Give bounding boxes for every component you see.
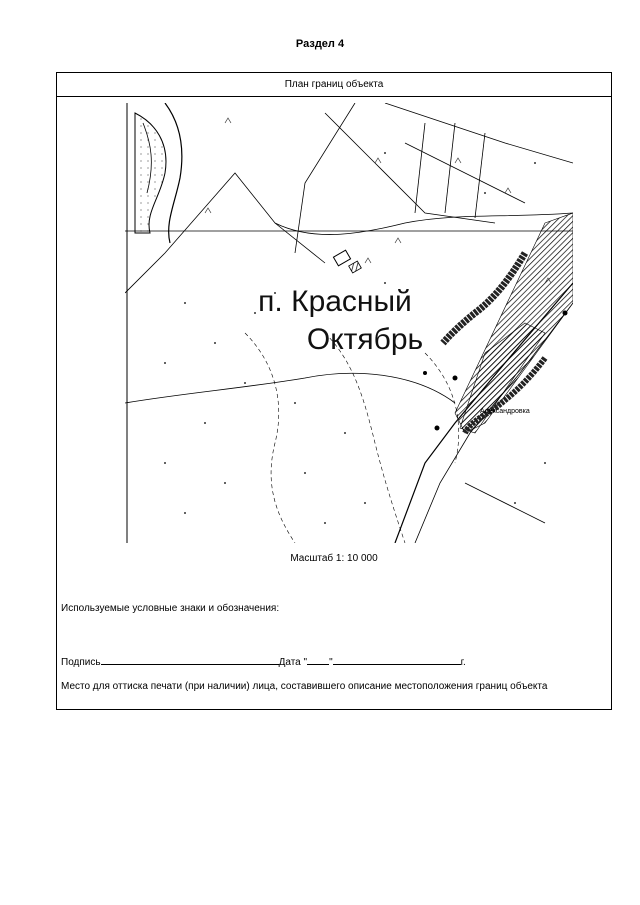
document-frame — [56, 72, 612, 710]
date-quote: " — [329, 657, 333, 668]
frame-title: План границ объекта — [57, 73, 611, 97]
signature-label: Подпись — [61, 657, 101, 668]
legend-text: Используемые условные знаки и обозначения: — [61, 603, 280, 614]
scale-text: Масштаб 1: 10 000 — [290, 553, 378, 564]
stamp-text: Место для оттиска печати (при наличии) лица, составившего описание местоположения границ объекта — [61, 681, 548, 692]
village-label: Александровка — [480, 408, 530, 415]
date-label: Дата " — [278, 657, 308, 668]
date-month-line — [333, 655, 461, 665]
year-suffix: г. — [460, 657, 466, 668]
boundary-map — [125, 103, 573, 543]
settlement-label-line2: Октябрь — [306, 323, 424, 356]
map-graphic — [125, 103, 573, 543]
signature-row — [61, 655, 466, 668]
signature-line — [101, 655, 279, 665]
settlement-label-line1: п. Красный — [258, 285, 412, 318]
section-title: Раздел 4 — [295, 38, 345, 50]
date-day-line — [307, 655, 329, 665]
